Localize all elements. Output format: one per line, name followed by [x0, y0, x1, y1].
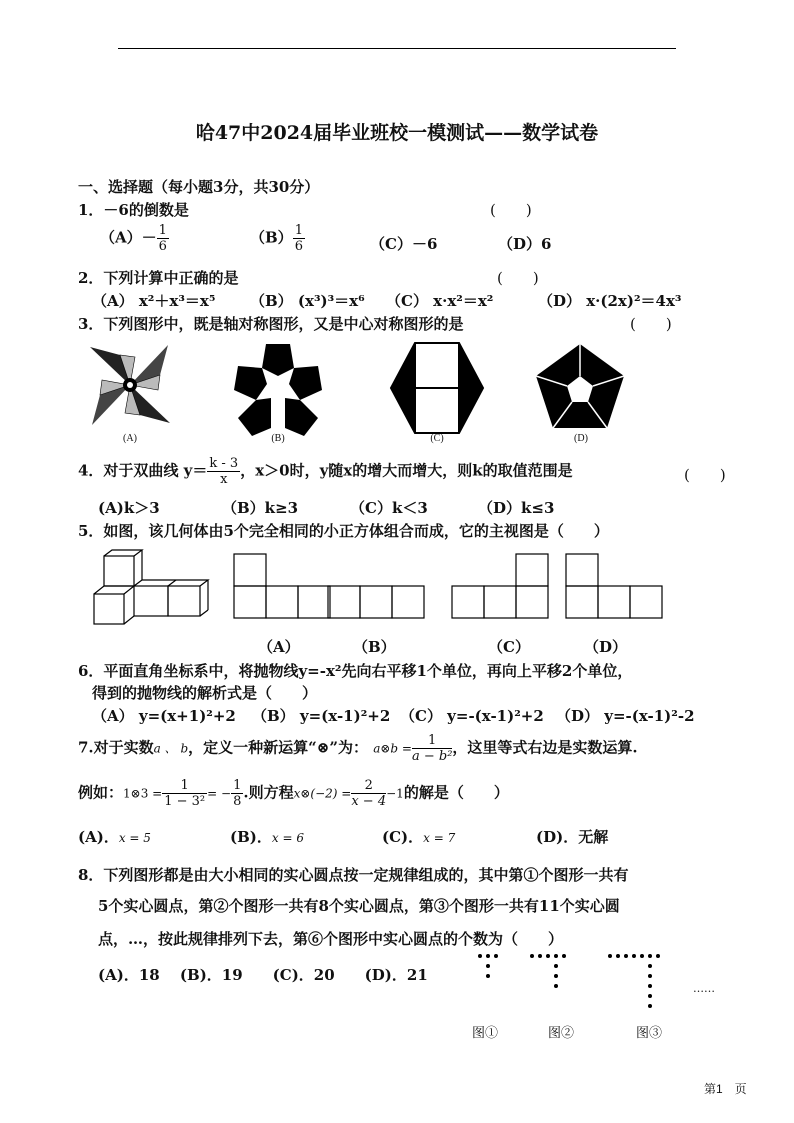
view-c: [452, 554, 548, 618]
q1-paren: ( ): [490, 201, 532, 219]
q2-option-b: （B） (x³)³＝x⁶: [250, 292, 365, 310]
q2-option-a: （A） x²＋x³＝x⁵: [92, 292, 216, 310]
q8-line2: 5个实心圆点，第②个图形一共有8个实心圆点，第③个图形一共有11个实心圆: [98, 897, 620, 915]
q4-option-d: （D）k≤3: [478, 499, 555, 517]
pinwheel-figure: [90, 345, 170, 425]
q2-option-c: （C） x·x²＝x²: [386, 292, 494, 310]
q3-cap-b: (B): [271, 433, 285, 444]
dot-figure-3: [608, 954, 660, 1008]
dot-figure-1: [478, 954, 498, 978]
q6-option-c: （C） y=-(x-1)²+2: [400, 707, 544, 725]
pentagon-flower-figure: [234, 344, 322, 436]
q5-cap-b: （B）: [353, 638, 396, 656]
q1-option-a: （A）－ $\frac{1}{6}$: [100, 223, 167, 254]
q3-paren: ( ): [630, 315, 672, 333]
q6-option-a: （A） y=(x+1)²+2: [92, 707, 236, 725]
q8-cap-2: 图②: [548, 1026, 575, 1041]
q8-line3: 点，…，按此规律排列下去，第⑥个图形中实心圆点的个数为（ ）: [98, 930, 564, 948]
view-a: [234, 554, 330, 618]
view-b: [328, 586, 424, 618]
q7-option-c: (C)．x = 7: [382, 828, 456, 846]
q8-cap-1: 图①: [472, 1026, 499, 1041]
q3-cap-a: (A): [123, 433, 137, 444]
q4-option-b: （B）k≥3: [222, 499, 299, 517]
q7-line1: 7.对于实数a 、 b，定义一种新运算“⊗”为： a⊗b = $\frac{1}{\text{a − b²}}$，这里等式右边是实数运算.: [78, 733, 638, 764]
q7-option-b: (B)．x = 6: [230, 828, 304, 846]
q5-figures: [88, 548, 668, 628]
q3-cap-c: (C): [430, 433, 444, 444]
q4-stem: 4．对于双曲线 y＝ $\frac{k - 3}{x}$ ，x＞0时，y随x的增大而增大，则k的取值范围是: [78, 456, 573, 487]
q5-stem: 5．如图，该几何体由5个完全相同的小正方体组合而成，它的主视图是（ ）: [78, 522, 609, 540]
q6-line2: 得到的抛物线的解析式是（ ）: [92, 684, 318, 702]
q4-option-a: (A)k＞3: [98, 499, 160, 517]
pentagon-figure: [536, 344, 624, 428]
q8-dot-patterns: [470, 952, 720, 1022]
q1-option-b: （B） $\frac{1}{6}$: [250, 223, 303, 254]
q8-line1: 8．下列图形都是由大小相同的实心圆点按一定规律组成的，其中第①个图形一共有: [78, 866, 629, 884]
q3-cap-d: (D): [574, 433, 588, 444]
q6-line1: 6．平面直角坐标系中，将抛物线y=-x²先向右平移1个单位，再向上平移2个单位，: [78, 662, 633, 680]
q1-option-c: （C）－6: [370, 235, 438, 253]
q5-cap-d: （D）: [584, 638, 628, 656]
q8-ellipsis: ……: [693, 982, 715, 995]
q7-option-a: (A)．x = 5: [78, 828, 151, 846]
q3-stem: 3．下列图形中，既是轴对称图形，又是中心对称图形的是: [78, 315, 464, 333]
q2-stem: 2．下列计算中正确的是: [78, 269, 239, 287]
q7-option-d: (D)．无解: [536, 828, 609, 846]
q2-option-d: （D） x·(2x)²＝4x³: [538, 292, 682, 310]
q6-option-b: （B） y=(x-1)²+2: [252, 707, 391, 725]
q6-option-d: （D） y=-(x-1)²-2: [556, 707, 695, 725]
q1-option-d: （D）6: [498, 235, 552, 253]
hexagon-figure: [391, 343, 483, 433]
page-title: 哈47中2024届毕业班校一模测试——数学试卷: [195, 122, 599, 144]
top-rule: [118, 48, 676, 49]
q5-cap-a: （A）: [258, 638, 300, 656]
q5-cap-c: （C）: [488, 638, 530, 656]
q8-cap-3: 图③: [636, 1026, 663, 1041]
q8-options: (A)．18 (B)．19 (C)．20 (D)．21: [98, 966, 428, 984]
q4-option-c: （C）k＜3: [350, 499, 428, 517]
q1-stem: 1．－6的倒数是: [78, 201, 189, 219]
q4-paren: ( ): [684, 466, 726, 484]
page-number: 第1 页: [704, 1082, 747, 1096]
cube-solid: [94, 550, 208, 624]
view-d: [566, 554, 662, 618]
section-heading: 一、选择题（每小题3分，共30分）: [78, 178, 320, 196]
dot-figure-2: [530, 954, 566, 988]
q7-line2: 例如：1⊗3 = $\frac{1}{\text{1 − 3²}}$ = − $\frac{1}{8}$ .则方程x⊗(−2) = $\frac{2}{x - 4}-1$的解是（ ）: [78, 778, 509, 809]
q2-paren: ( ): [497, 269, 539, 287]
